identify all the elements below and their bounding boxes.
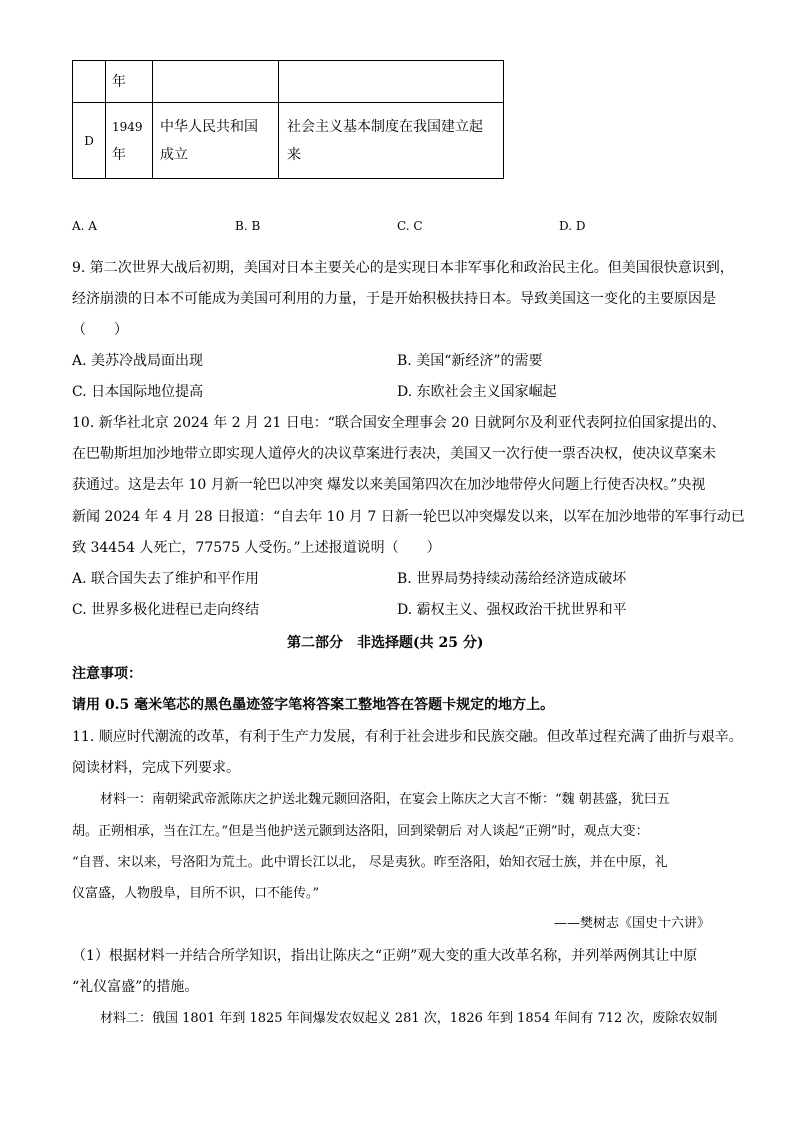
table-cell-event <box>153 103 279 179</box>
table-cell-event <box>153 61 279 103</box>
q9-option-b[interactable]: B. 美国“新经济”的需要 <box>397 353 543 369</box>
q10-stem-line: 新闻 2024 年 4 月 28 日报道：“自去年 10 月 7 日新一轮巴以冲突爆发以来，以军在加沙地带的军事行动已 <box>72 509 745 525</box>
q8-option-c[interactable]: C. C <box>397 219 423 233</box>
q11-stem-line: 阅读材料，完成下列要求。 <box>72 760 240 776</box>
material1-line: “自晋、宋以来，号洛阳为荒土。此中谓长江以北， 尽是夷狄。昨至洛阳，始知衣冠士族，并在中原，礼 <box>72 855 668 870</box>
year-top: 1949 <box>112 119 143 134</box>
material2-line: 材料二：俄国 1801 年到 1825 年间爆发农奴起义 281 次，1826 年到 1854 年间有 712 次，废除农奴制 <box>100 1011 718 1026</box>
q9-stem-line: 9. 第二次世界大战后初期，美国对日本主要关心的是实现日本非军事化和政治民主化。但美国很快意识到， <box>72 260 734 276</box>
table-cell-result <box>279 103 504 179</box>
q10-option-d[interactable]: D. 霸权主义、强权政治干扰世界和平 <box>397 602 627 618</box>
material1-line: 材料一：南朝梁武帝派陈庆之护送北魏元颢回洛阳，在宴会上陈庆之大言不惭：“魏 朝甚盛，犹曰五 <box>100 792 670 807</box>
material1-line: 仪富盛，人物殷阜，目所不识，口不能传。” <box>72 886 320 901</box>
q10-stem-line: 致 34454 人死亡，77575 人受伤。”上述报道说明（ ） <box>72 540 441 556</box>
q9-option-a[interactable]: A. 美苏冷战局面出现 <box>72 353 204 369</box>
q9-option-d[interactable]: D. 东欧社会主义国家崛起 <box>397 384 557 400</box>
q10-option-c[interactable]: C. 世界多极化进程已走向终结 <box>72 602 260 618</box>
q10-stem-line: 10. 新华社北京 2024 年 2 月 21 日电：“联合国安全理事会 20 日就阿尔及利亚代表阿拉伯国家提出的、 <box>72 415 726 431</box>
table-cell-result <box>279 61 504 103</box>
q10-stem-line: 获通过。这是去年 10 月新一轮巴以冲突 爆发以来美国第四次在加沙地带停火问题上行使否决权。”央视 <box>72 477 706 493</box>
notice-label: 注意事项： <box>72 666 142 682</box>
table-cell-year <box>106 103 153 179</box>
part2-title: 第二部分 非选择题(共 25 分) <box>287 635 484 651</box>
q8-option-b[interactable]: B. B <box>235 219 261 233</box>
q9-stem-line: 经济崩溃的日本不可能成为美国可利用的力量，于是开始积极扶持日本。导致美国这一变化的主要原因是 <box>72 291 716 307</box>
event-line: 中华人民共和国 <box>160 118 258 135</box>
event-line: 成立 <box>160 146 188 163</box>
q10-stem-line: 在巴勒斯坦加沙地带立即实现人道停火的决议草案进行表决，美国又一次行使一票否决权，使决议草案未 <box>72 446 716 462</box>
options-table <box>72 60 504 179</box>
notice-text: 请用 0.5 毫米笔芯的黑色墨迹签字笔将答案工整地答在答题卡规定的地方上。 <box>72 697 555 713</box>
q10-option-b[interactable]: B. 世界局势持续动荡给经济造成破坏 <box>397 571 627 587</box>
material1-source: ——樊树志《国史十六讲》 <box>554 916 711 931</box>
q8-option-a[interactable]: A. A <box>72 219 97 233</box>
q9-option-c[interactable]: C. 日本国际地位提高 <box>72 384 204 400</box>
table-row <box>73 103 504 179</box>
table-row <box>73 61 504 103</box>
q8-option-d[interactable]: D. D <box>559 219 586 233</box>
sub-question-1-line: “礼仪富盛”的措施。 <box>72 979 199 995</box>
material1-line: 胡。正朔相承，当在江左。”但是当他护送元颢到达洛阳，回到梁朝后 对人谈起“正朔”时，观点大变： <box>72 824 649 839</box>
table-cell-year: 年 <box>106 61 153 103</box>
result-line: 来 <box>287 146 301 163</box>
sub-question-1-line: （1）根据材料一并结合所学知识，指出让陈庆之“正朔”观大变的重大改革名称，并列举两例其让中原 <box>72 948 698 964</box>
year-bottom: 年 <box>112 146 126 163</box>
q11-stem-line: 11. 顺应时代潮流的改革，有利于生产力发展，有利于社会进步和民族交融。但改革过程充满了曲折与艰辛。 <box>72 729 743 745</box>
table-cell-label <box>73 61 106 103</box>
q9-answer-blank: （ ） <box>72 322 128 338</box>
q10-option-a[interactable]: A. 联合国失去了维护和平作用 <box>72 571 260 587</box>
result-line: 社会主义基本制度在我国建立起 <box>287 118 483 135</box>
table-cell-label: D <box>73 103 106 179</box>
